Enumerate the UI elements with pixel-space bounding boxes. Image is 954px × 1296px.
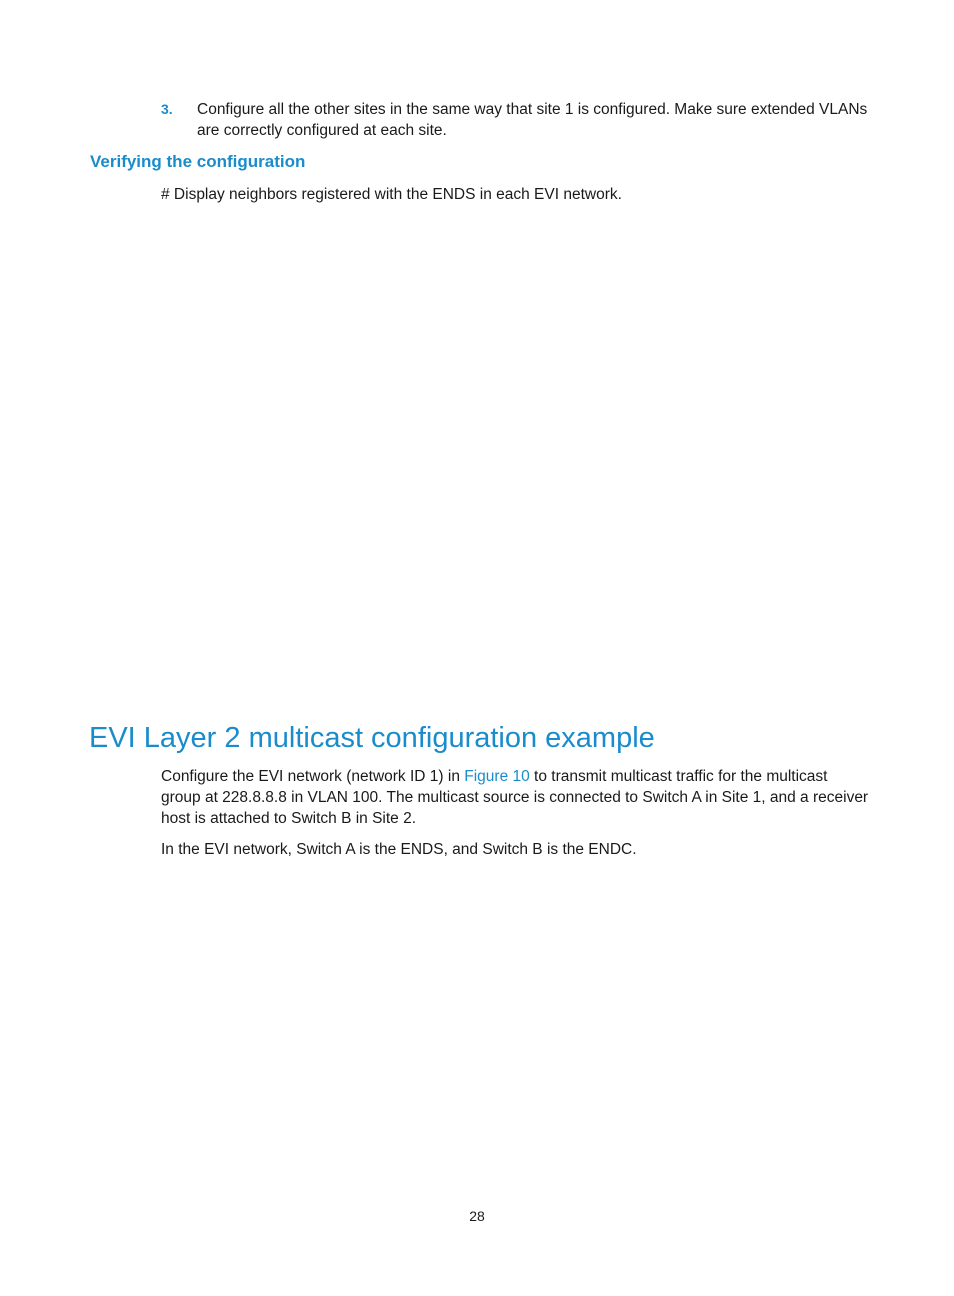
evi-roles-paragraph: In the EVI network, Switch A is the ENDS, and Switch B is the ENDC.	[161, 841, 637, 858]
verifying-heading: Verifying the configuration	[90, 152, 306, 171]
display-neighbors-text: # Display neighbors registered with the ENDS in each EVI network.	[161, 186, 622, 203]
page-number: 28	[469, 1208, 485, 1224]
configure-text-end: to transmit multicast traffic for the multicast group at 228.8.8.8 in VLAN 100. The multicast source is connected to Switch A in Site 1, and a receiver host is attached to Switch B in Site 2.	[161, 768, 869, 827]
step-number: 3.	[161, 101, 173, 117]
figure-10-link[interactable]: Figure 10	[464, 768, 530, 785]
step-3	[161, 99, 871, 141]
configure-paragraph	[161, 766, 871, 829]
step-text: Configure all the other sites in the same way that site 1 is configured. Make sure extended VLANs are correctly configured at each site.	[197, 101, 868, 139]
configure-text-start: Configure the EVI network (network ID 1) in	[161, 768, 465, 785]
section-title: EVI Layer 2 multicast configuration example	[89, 722, 655, 754]
